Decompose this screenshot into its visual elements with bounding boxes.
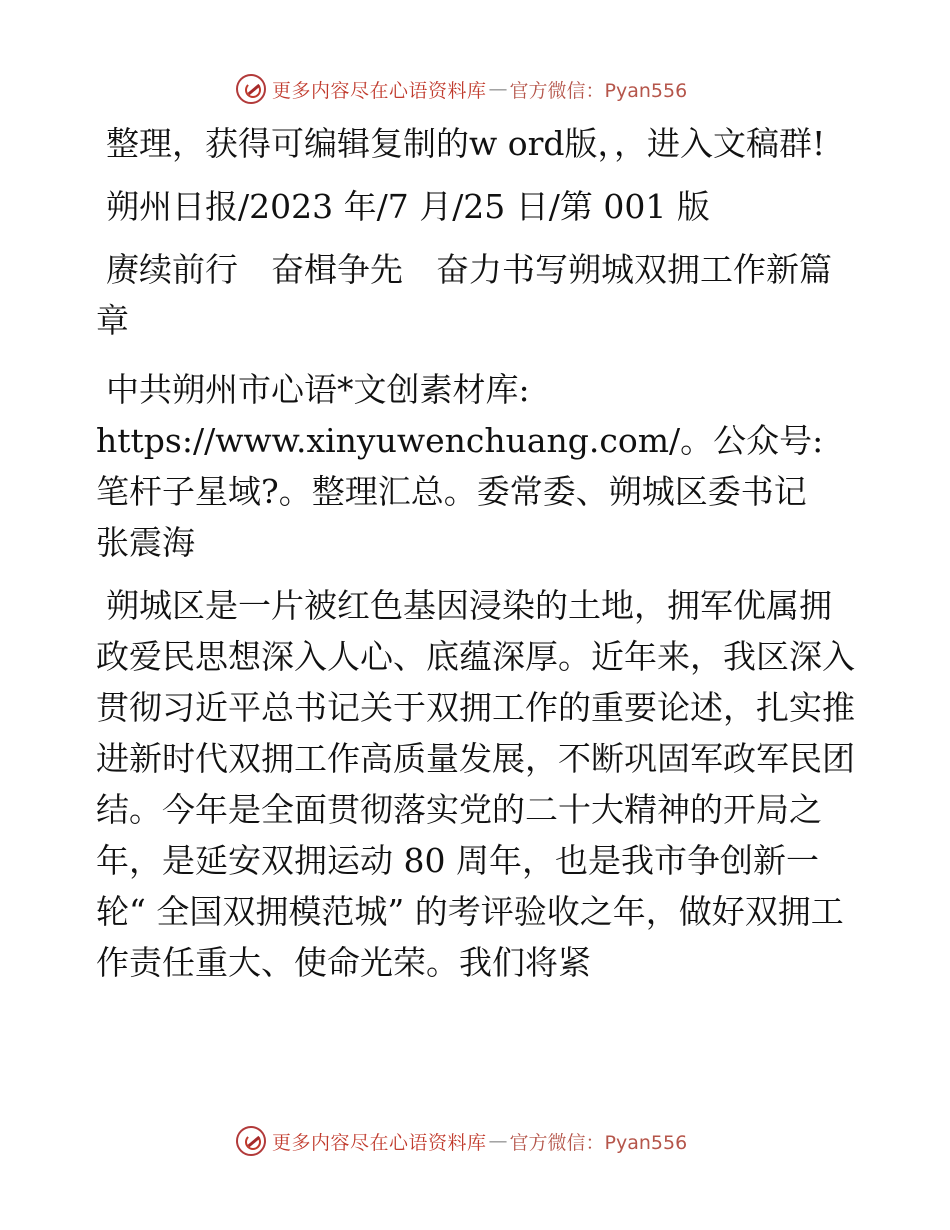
source-line: 朔州日报/2023 年/7 月/25 日/第 001 版 bbox=[106, 187, 710, 226]
header-banner bbox=[236, 72, 687, 106]
footer-banner-dash: — bbox=[488, 1130, 508, 1152]
footer-banner-text: 更多内容尽在心语资料库 bbox=[272, 1131, 487, 1154]
footer-banner-contact: 官方微信：Pyan556 bbox=[509, 1131, 688, 1154]
document-body bbox=[96, 118, 856, 1000]
intro-paragraph: 整理，获得可编辑复制的w ord版，，进入文稿群! bbox=[106, 124, 826, 163]
pen-logo-icon bbox=[236, 1126, 266, 1156]
header-banner-text: 更多内容尽在心语资料库 bbox=[272, 79, 487, 102]
body-paragraph: 朔城区是一片被红色基因浸染的土地，拥军优属拥政爱民思想深入人心、底蕴深厚。近年来，我区深入贯彻习近平总书记关于双拥工作的重要论述，扎实推进新时代双拥工作高质量发展，不断巩固军政军民团结。今年是全面贯彻落实党的二十大精神的开局之年，是延安双拥运动 80 周年，也是我市争创新一轮“ 全国双拥模范城” 的考评验收之年，做好双拥工作责任重大、使命光荣。我们将紧 bbox=[96, 586, 855, 982]
footer-banner bbox=[236, 1124, 687, 1158]
pen-logo-icon bbox=[236, 74, 266, 104]
author-line: 中共朔州市心语*文创素材库: https://www.xinyuwenchuang.com/。公众号: 笔杆子星域?。整理汇总。委常委、朔城区委书记 张震海 bbox=[96, 370, 840, 562]
header-banner-dash: — bbox=[488, 78, 508, 100]
article-title: 赓续前行 奋楫争先 奋力书写朔城双拥工作新篇章 bbox=[96, 250, 832, 340]
header-banner-contact: 官方微信：Pyan556 bbox=[509, 79, 688, 102]
